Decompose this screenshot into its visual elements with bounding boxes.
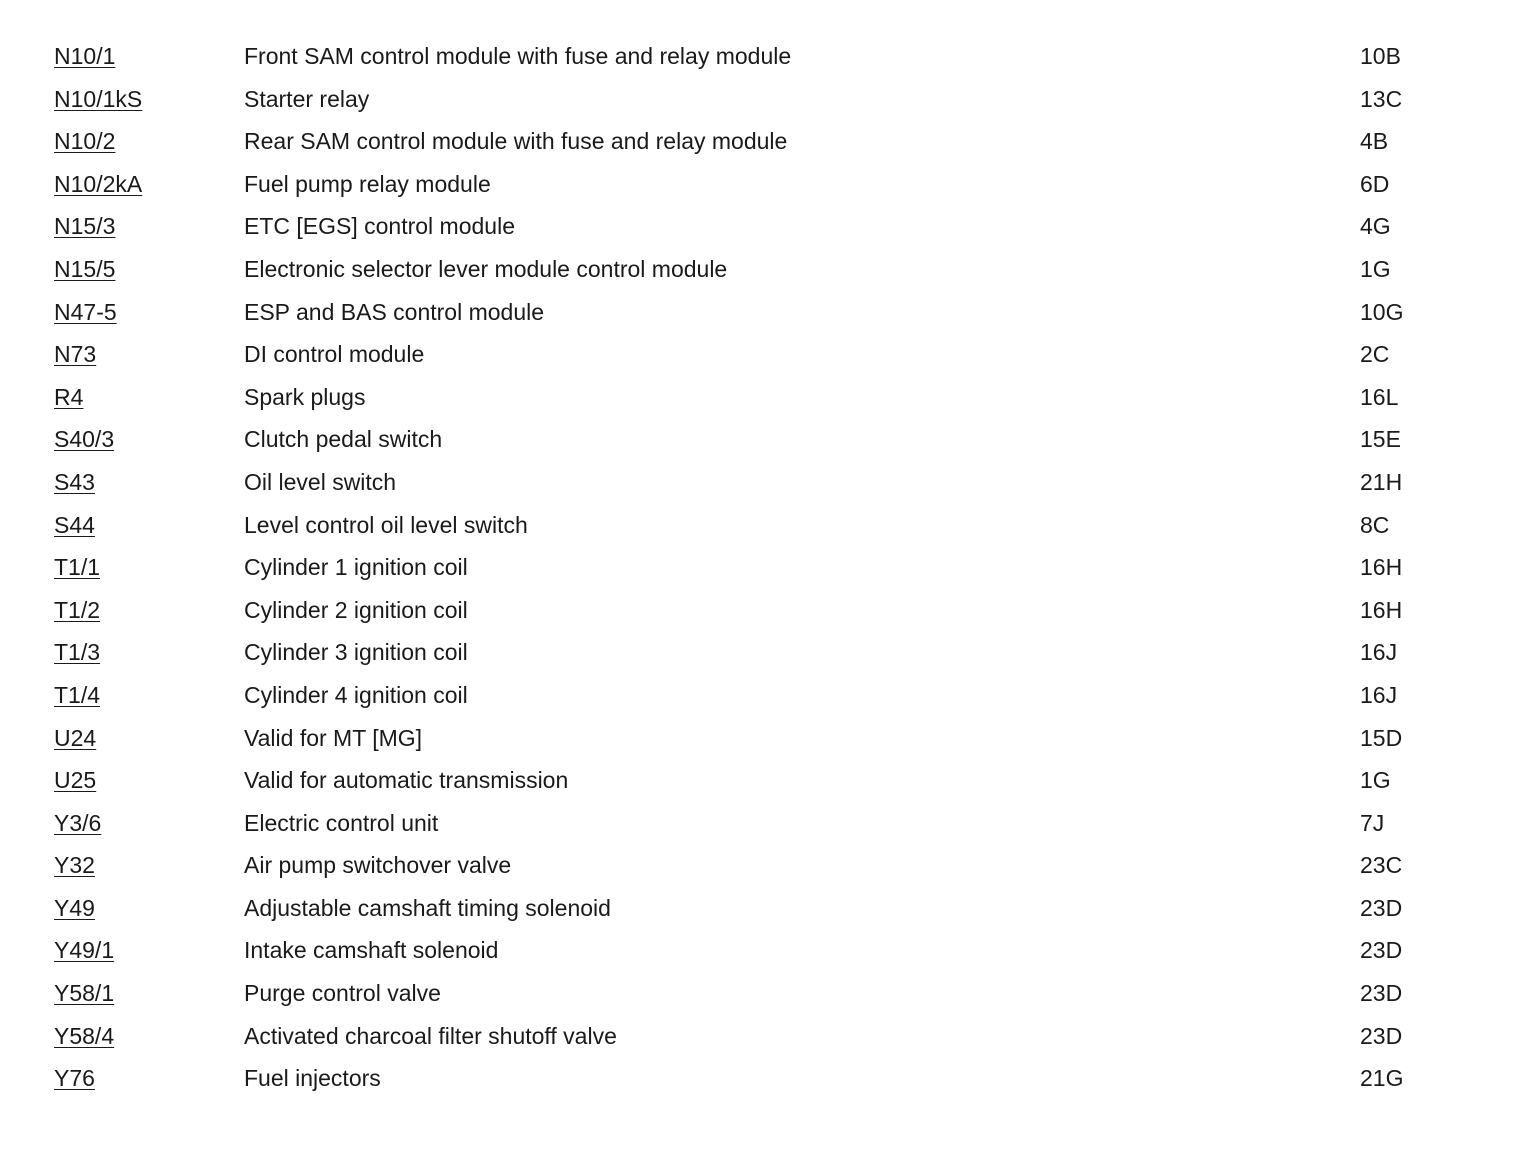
grid-reference: 4B — [1360, 128, 1389, 155]
component-code-link[interactable]: N15/5 — [54, 255, 116, 282]
grid-reference: 21G — [1360, 1065, 1404, 1092]
component-code-link[interactable]: Y49 — [54, 894, 95, 921]
component-code-link[interactable]: R4 — [54, 383, 84, 410]
component-code-link[interactable]: Y32 — [54, 852, 95, 879]
table-row — [54, 376, 1474, 419]
component-description: Intake camshaft solenoid — [244, 937, 499, 964]
component-description: Front SAM control module with fuse and relay module — [244, 43, 792, 69]
grid-reference: 15E — [1360, 426, 1401, 453]
table-row — [54, 120, 1474, 163]
component-code-link[interactable]: N73 — [54, 341, 97, 368]
table-row — [54, 717, 1474, 760]
component-description: Cylinder 4 ignition coil — [244, 681, 468, 708]
component-code-link[interactable]: T1/4 — [54, 681, 101, 708]
component-description: Spark plugs — [244, 383, 366, 410]
component-description: Adjustable camshaft timing solenoid — [244, 894, 611, 921]
component-code-link[interactable]: N10/2kA — [54, 170, 143, 197]
grid-reference: 7J — [1360, 809, 1385, 836]
grid-reference: 16L — [1360, 383, 1399, 410]
component-description: Fuel pump relay module — [244, 170, 491, 197]
component-description: Valid for automatic transmission — [244, 767, 569, 794]
table-row — [54, 844, 1474, 887]
table-row — [54, 35, 1474, 78]
component-description: Oil level switch — [244, 468, 397, 495]
table-row — [54, 248, 1474, 291]
grid-reference: 2C — [1360, 341, 1390, 368]
grid-reference: 16H — [1360, 554, 1403, 581]
grid-reference: 23D — [1360, 1022, 1403, 1049]
table-row — [54, 1015, 1474, 1058]
grid-reference: 16J — [1360, 639, 1398, 666]
component-code-link[interactable]: Y49/1 — [54, 937, 115, 964]
component-code-link[interactable]: S44 — [54, 511, 95, 538]
grid-reference: 23D — [1360, 937, 1403, 964]
table-row — [54, 78, 1474, 121]
grid-reference: 4G — [1360, 213, 1391, 240]
table-row — [54, 759, 1474, 802]
component-description: ESP and BAS control module — [244, 298, 545, 325]
component-code-link[interactable]: U25 — [54, 767, 97, 794]
component-code-link[interactable]: T1/2 — [54, 596, 101, 623]
component-code-link[interactable]: T1/1 — [54, 554, 101, 581]
component-code-link[interactable]: N15/3 — [54, 213, 116, 240]
component-code-link[interactable]: S43 — [54, 468, 95, 495]
component-description: Cylinder 2 ignition coil — [244, 596, 468, 623]
table-row — [54, 418, 1474, 461]
component-description: Level control oil level switch — [244, 511, 528, 538]
grid-reference: 15D — [1360, 724, 1403, 751]
component-description: Fuel injectors — [244, 1065, 381, 1092]
grid-reference: 23D — [1360, 980, 1403, 1007]
grid-reference: 1G — [1360, 255, 1391, 282]
component-description: ETC [EGS] control module — [244, 213, 515, 240]
table-row — [54, 163, 1474, 206]
component-description: Electric control unit — [244, 809, 439, 836]
component-description: Cylinder 1 ignition coil — [244, 554, 468, 581]
component-description: Clutch pedal switch — [244, 426, 443, 453]
table-row — [54, 589, 1474, 632]
table-row — [54, 674, 1474, 717]
component-code-link[interactable]: Y76 — [54, 1065, 95, 1092]
component-description: Rear SAM control module with fuse and relay module — [244, 128, 788, 155]
component-description: Electronic selector lever module control module — [244, 255, 728, 282]
table-row — [54, 887, 1474, 930]
grid-reference: 16H — [1360, 596, 1403, 623]
component-code-link[interactable]: N10/1kS — [54, 85, 143, 112]
table-row — [54, 205, 1474, 248]
table-row — [54, 291, 1474, 334]
component-code-link[interactable]: N10/1 — [54, 43, 116, 69]
grid-reference: 23D — [1360, 894, 1403, 921]
grid-reference: 23C — [1360, 852, 1403, 879]
component-code-link[interactable]: U24 — [54, 724, 97, 751]
component-code-link[interactable]: Y3/6 — [54, 809, 102, 836]
table-row — [54, 631, 1474, 674]
component-code-link[interactable]: N47-5 — [54, 298, 117, 325]
grid-reference: 10G — [1360, 298, 1404, 325]
table-row — [54, 504, 1474, 547]
table-row — [54, 333, 1474, 376]
grid-reference: 13C — [1360, 85, 1403, 112]
table-row — [54, 929, 1474, 972]
table-row — [54, 1057, 1474, 1100]
grid-reference: 8C — [1360, 511, 1390, 538]
component-description: Purge control valve — [244, 980, 441, 1007]
component-description: Air pump switchover valve — [244, 852, 512, 879]
component-code-link[interactable]: N10/2 — [54, 128, 116, 155]
component-description: DI control module — [244, 341, 425, 368]
component-description: Valid for MT [MG] — [244, 724, 423, 751]
component-code-link[interactable]: Y58/4 — [54, 1022, 115, 1049]
grid-reference: 6D — [1360, 170, 1390, 197]
table-row — [54, 461, 1474, 504]
component-description: Activated charcoal filter shutoff valve — [244, 1022, 617, 1049]
component-legend-table — [54, 35, 1474, 1100]
component-code-link[interactable]: T1/3 — [54, 639, 101, 666]
table-row — [54, 802, 1474, 845]
component-description: Cylinder 3 ignition coil — [244, 639, 468, 666]
grid-reference: 10B — [1360, 43, 1401, 69]
grid-reference: 16J — [1360, 681, 1398, 708]
grid-reference: 1G — [1360, 767, 1391, 794]
component-code-link[interactable]: S40/3 — [54, 426, 115, 453]
grid-reference: 21H — [1360, 468, 1403, 495]
component-description: Starter relay — [244, 85, 370, 112]
component-code-link[interactable]: Y58/1 — [54, 980, 115, 1007]
table-row — [54, 546, 1474, 589]
table-row — [54, 972, 1474, 1015]
